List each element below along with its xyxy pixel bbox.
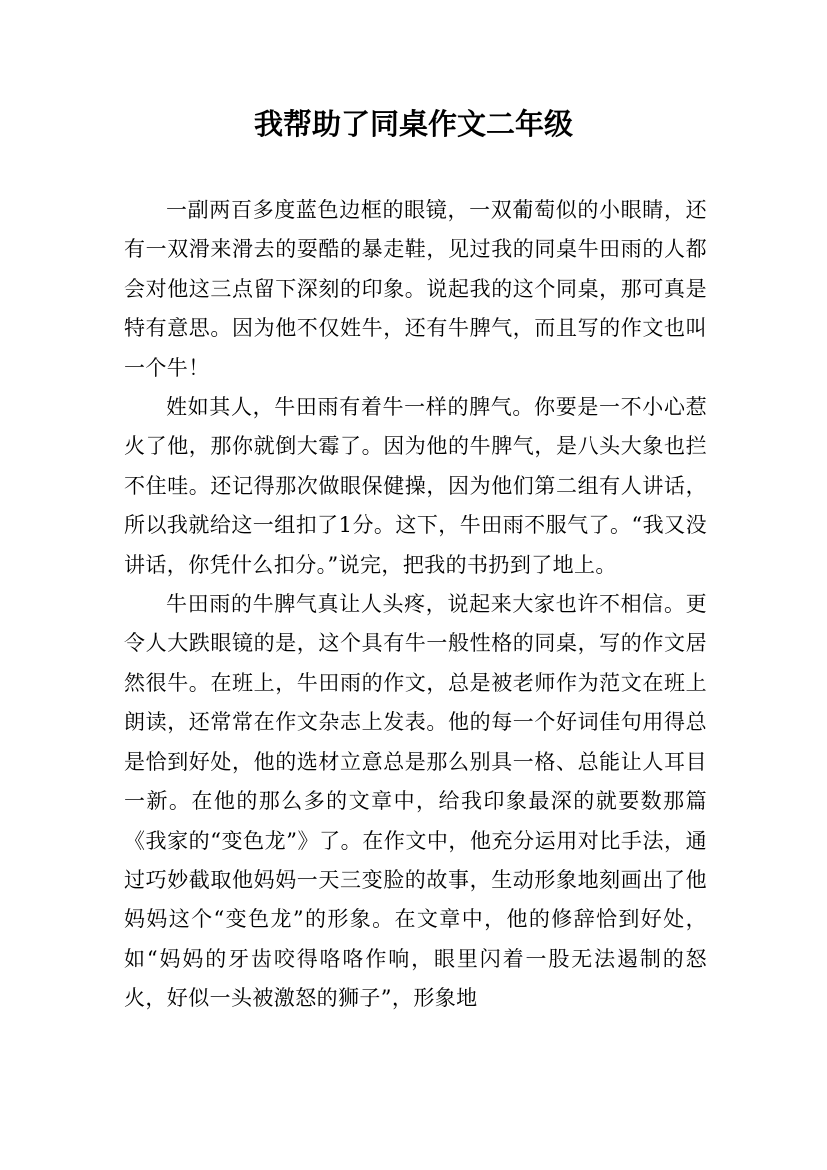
paragraph-2: 姓如其人，牛田雨有着牛一样的脾气。你要是一不小心惹火了他，那你就倒大霉了。因为他的牛脾气，是八头大象也拦不住哇。还记得那次做眼保健操，因为他们第二组有人讲话，所以我就给这一组扣了1分。这下，牛田雨不服气了。“我又没讲话，你凭什么扣分。”说完，把我的书扔到了地上。 bbox=[124, 395, 707, 577]
document-title: 我帮助了同桌作文二年级 bbox=[253, 107, 573, 141]
paragraph-3: 牛田雨的牛脾气真让人头疼，说起来大家也许不相信。更令人大跌眼镜的是，这个具有牛一般性格的同桌，写的作文居然很牛。在班上，牛田雨的作文，总是被老师作为范文在班上朗读，还常常在作文杂志上发表。他的每一个好词佳句用得总是恰到好处，他的选材立意总是那么别具一格、总能让人耳目一新。在他的那么多的文章中，给我印象最深的就要数那篇《我家的“变色龙”》了。在作文中，他充分运用对比手法，通过巧妙截取他妈妈一天三变脸的故事，生动形象地刻画出了他妈妈这个“变色龙”的形象。在文章中，他的修辞恰到好处，如“妈妈的牙齿咬得咯咯作响，眼里闪着一股无法遏制的怒火，好似一头被激怒的狮子”，形象地 bbox=[124, 592, 707, 1011]
paragraph-1: 一副两百多度蓝色边框的眼镜，一双葡萄似的小眼睛，还有一双滑来滑去的耍酷的暴走鞋，见过我的同桌牛田雨的人都会对他这三点留下深刻的印象。说起我的这个同桌，那可真是特有意思。因为他不仅姓牛，还有牛脾气，而且写的作文也叫一个牛！ bbox=[124, 198, 707, 380]
document-body bbox=[124, 191, 707, 1019]
